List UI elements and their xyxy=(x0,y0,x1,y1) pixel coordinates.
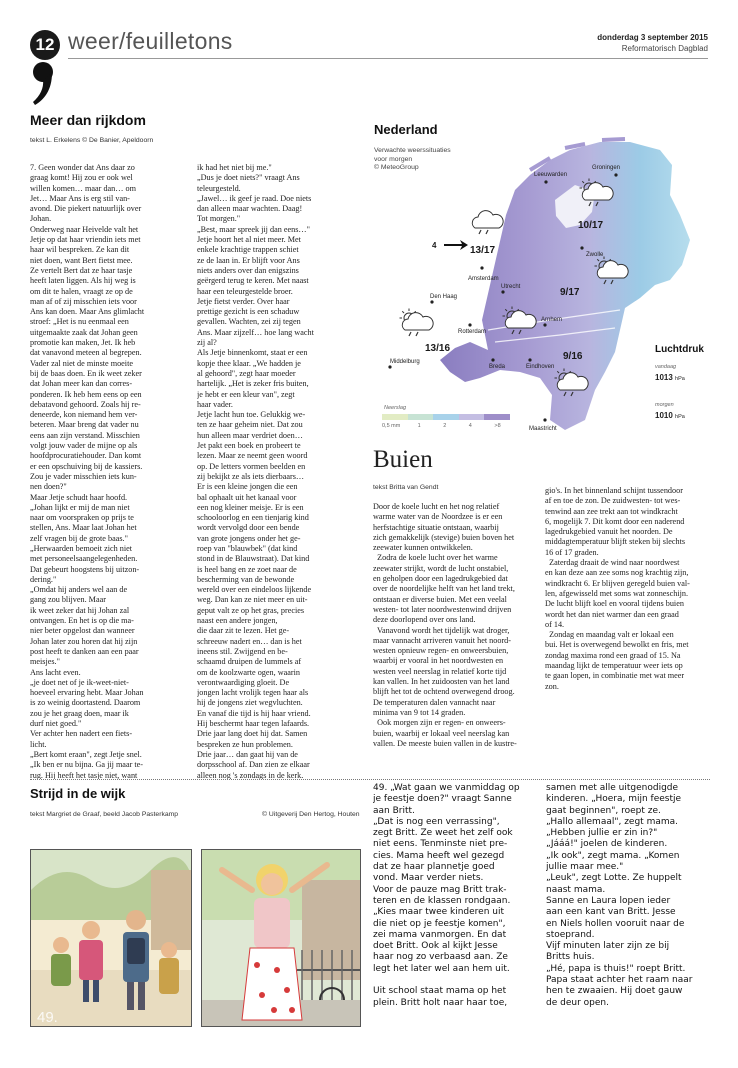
text-line: westen veel neerslag in relatief korte tijd xyxy=(373,666,507,676)
text-line: wereld over een eindeloos lijkende xyxy=(197,585,312,595)
pressure-tomorrow xyxy=(655,411,685,420)
wind-force: 4 xyxy=(432,241,437,250)
text-line: zon. xyxy=(545,681,559,691)
text-line: maar vannacht arriveren vanuit het noord- xyxy=(373,635,511,645)
text-line: Drie jaar… dan gaat hij van de xyxy=(197,749,298,759)
text-line: af en toe de zon. De zuidwesten- tot wes- xyxy=(545,496,681,506)
wind-arrow-icon xyxy=(444,240,468,250)
text-line: is zo weinig doortastend. Daarom xyxy=(30,698,141,708)
text-line: dorpsschool af. Dan zien ze elkaar xyxy=(197,760,310,770)
city-label: Amsterdam xyxy=(468,276,499,282)
text-line: stellen, Ans. Maar laat Johan het xyxy=(30,523,137,533)
text-line: ten ze haar geheim niet. Dat zou xyxy=(197,420,303,430)
buien-title: Buien xyxy=(373,446,433,473)
text-line: Ook morgen zijn er regen- en onweers- xyxy=(373,718,506,728)
text-line: ontvangen. En het is op die ma- xyxy=(30,616,134,626)
text-line: en geholpen door een lagedrukgebied dat xyxy=(373,574,508,584)
text-line: Johan later zou horen dat hij zijn xyxy=(30,636,138,646)
text-line: te gaan lopen, in combinatie met wat meer xyxy=(545,671,685,681)
text-line: om dit te halen, vraagt ze op de xyxy=(30,286,133,296)
city-label: Arnhem xyxy=(541,317,563,323)
text-line: Uit school staat mama op het xyxy=(373,986,507,997)
text-line: „Ik ben er nu bijna. Ga jij maar te- xyxy=(30,760,143,770)
text-line: haar nog zo verbaasd aan. Ze xyxy=(373,952,508,963)
text-line: een nog kleiner meisje. Er is een xyxy=(197,502,304,512)
cloud-rain-icon xyxy=(400,309,434,337)
text-line: gevallen. Wachten, zei zij tegen xyxy=(197,317,301,327)
city-dot xyxy=(543,418,546,421)
text-line: hen te zwaaien. Hij doet gauw xyxy=(546,986,683,997)
text-line: zei mama vanmorgen. En dat xyxy=(373,929,507,940)
text-line: willen komen… maar dan… om xyxy=(30,183,136,193)
text-line: niet eens. Tenminste niet pre- xyxy=(373,839,508,850)
text-line: hoeveel ervaring hebt. Maar Johan xyxy=(30,688,144,698)
text-line: Maar Jetje schudt haar hoofd. xyxy=(30,492,128,502)
text-line: 49. „Wat gaan we vanmiddag op xyxy=(373,783,520,793)
text-line: nier beter opgelost dan wanneer xyxy=(30,626,135,636)
section-divider xyxy=(30,779,710,780)
text-line: „Jawel… ik geef je raad. Doe niets xyxy=(197,193,312,203)
strijd-column-2 xyxy=(546,783,712,1053)
cloud-rain-icon xyxy=(580,179,614,207)
text-line: 6, mogelijk 7. Dit komt door een naderend xyxy=(545,516,685,526)
text-line: ik weet zeker dat hij Johan zal xyxy=(30,605,130,615)
text-line: je hebt er een kleur van", zegt xyxy=(197,389,295,399)
text-line: promotie kan maken, Jet. Ik heb xyxy=(30,338,136,348)
text-line: „Bert komt eraan", zegt Jetje snel. xyxy=(30,749,142,759)
comic-panel-2 xyxy=(201,849,361,1027)
text-line: legt het later wel aan hem uit. xyxy=(373,963,510,974)
section-title: weer/feuilletons xyxy=(68,28,233,54)
text-line: van grote jongens onder het ge- xyxy=(197,533,301,543)
text-line: Er is een kleine jongen die een xyxy=(197,482,298,492)
text-line: weg. Dan kan ze niet meer en uit- xyxy=(197,595,308,605)
legend-label: 0,5 mm xyxy=(382,423,401,429)
text-line: maandag lijkt de temperatuur weer iets op xyxy=(545,661,683,671)
comic-panel-1 xyxy=(30,849,192,1027)
text-line: kan vallen. In het zuidoosten van het land xyxy=(373,677,510,687)
text-line: Zou je vader misschien iets kun- xyxy=(30,471,137,481)
text-line: avond. Die piekert natuurlijk over xyxy=(30,204,142,214)
text-line: volgt jouw vader de mijne op als xyxy=(30,441,138,451)
text-line: lagedrukgebied vanuit het noorden. De xyxy=(545,527,673,537)
city-label: Den Haag xyxy=(430,294,458,300)
page-number: 12 xyxy=(30,30,60,60)
text-line: of 14. xyxy=(545,619,565,629)
text-line: windkracht 6. Er blijven geregeld buien val- xyxy=(545,578,690,588)
text-line: niets anders over dan enigszins xyxy=(197,265,299,275)
text-line: je feestje doen?" vraagt Sanne xyxy=(373,794,512,805)
text-line: Vader zal niet de minste moeite xyxy=(30,358,133,368)
text-line: Tot morgen." xyxy=(197,214,241,224)
text-line: „Johan lijkt er mij de man niet xyxy=(30,502,130,512)
text-line: jongen lacht vrolijk tegen haar als xyxy=(197,688,309,698)
text-line: die daar zit te lezen. Het ge- xyxy=(197,626,290,636)
text-line: „Leuk", zegt Lotte. Ze huppelt xyxy=(546,873,682,884)
temperature-label: 10/17 xyxy=(578,220,604,231)
text-line: haar een teleurgestelde broer. xyxy=(197,286,293,296)
text-line: De lucht blijft koel en vooral tijdens buien xyxy=(545,599,684,609)
comic-illustration-children xyxy=(31,850,192,1027)
text-line: bij de baas doen. En ik weet zeker xyxy=(30,368,142,378)
text-line: verontwaardiging gloeit. De xyxy=(197,677,290,687)
text-line: zeewater strijkt, wordt de lucht onstabiel, xyxy=(373,563,509,573)
buien-byline: tekst Britta van Gendt xyxy=(373,484,439,491)
text-line: gaat beginnen", roept ze. xyxy=(546,805,661,816)
text-line: warme water van de Noordzee is er een xyxy=(373,512,503,522)
legend-swatch xyxy=(433,414,459,420)
text-line: Jetje op dat haar vriendin iets met xyxy=(30,235,141,245)
legend-swatch xyxy=(382,414,408,420)
text-line: Als Jetje binnenkomt, staat er een xyxy=(197,348,308,358)
text-line: zou je het graag doen, maar ik xyxy=(30,708,129,718)
text-line: „Ik ook", zegt mama. „Komen xyxy=(546,850,680,861)
text-line: Ver achter hen nadert een fiets- xyxy=(30,729,133,739)
pressure-today-label: vandaag xyxy=(655,364,677,370)
city-dot xyxy=(614,173,617,176)
text-line: ontstaan er diverse buien. Met een veelal xyxy=(373,594,507,604)
text-line: Hij beschermt haar tegen lafaards. xyxy=(197,719,310,729)
text-line: aan Britt. xyxy=(373,805,415,816)
text-line: cies. Mama heeft wel gezegd xyxy=(373,850,505,861)
text-line: geërgerd terug te keren. Met naast xyxy=(197,276,309,286)
city-dot xyxy=(580,246,583,249)
text-line: nen doen?" xyxy=(30,482,67,492)
text-line: over de noordelijke helft van het land trekt, xyxy=(373,584,515,594)
text-line: niet doen, want Bert fietst mee. xyxy=(30,255,133,265)
legend-swatch xyxy=(459,414,485,420)
text-line: blijft het tot de ochtend overwegend droog. xyxy=(373,687,515,697)
text-line: debatavond gehoord. Zoals hij re- xyxy=(30,399,141,409)
buien-column-2 xyxy=(545,486,711,726)
text-line: Ze vertelt Bert dat ze haar tasje xyxy=(30,265,133,275)
text-line xyxy=(373,975,545,986)
legend-title: Neerslag xyxy=(384,405,407,411)
map-subtitle-line: voor morgen xyxy=(374,155,413,163)
text-line: uitgemaakte zaak dat Johan geen xyxy=(30,327,138,337)
text-line: haar wil bespreken. Ze kan dit xyxy=(30,245,130,255)
text-line: haar vader. xyxy=(197,399,233,409)
legend-label: 4 xyxy=(468,423,472,429)
text-line: Vijf minuten later zijn ze bij xyxy=(546,941,670,952)
legend-label: 1 xyxy=(417,423,421,429)
map-title: Nederland xyxy=(374,122,438,137)
text-line: stoeprand. xyxy=(546,929,595,940)
text-line: Johan. xyxy=(30,214,52,224)
text-line: naast een andere jongen, xyxy=(197,616,278,626)
text-line: 7. Geen wonder dat Ans daar zo xyxy=(30,163,135,172)
text-line: vallen. De meeste buien vallen in de kustre- xyxy=(373,738,517,748)
map-subtitle-line: Verwachte weerssituaties xyxy=(374,147,451,154)
legend-label: 2 xyxy=(443,423,447,429)
text-line: „Herwaarden bemoeit zich niet xyxy=(30,543,133,553)
text-line: zelf vragen bij de grote baas." xyxy=(30,533,128,543)
issue-date: donderdag 3 september 2015 xyxy=(597,33,708,42)
text-line: Dat gebeurt hoogstens bij uitzon- xyxy=(30,564,140,574)
text-line: westen opnieuw regen- en onweersbuien, xyxy=(373,646,509,656)
text-line: aan een kant van Britt. Jesse xyxy=(546,907,676,918)
feuilleton-column-1 xyxy=(30,163,188,779)
text-line: geput valt ze op het gras, precies xyxy=(197,605,305,615)
text-line: Jetje fietst verder. Over haar xyxy=(197,296,290,306)
text-line: len, afgewisseld met soms wat zonneschijn. xyxy=(545,588,689,598)
text-line: Ans kan doen. Maar Ans glimlacht xyxy=(30,307,145,317)
text-line: heeft laten liggen. Als hij weg is xyxy=(30,276,136,286)
pressure-tomorrow-label: morgen xyxy=(655,402,674,408)
text-line: hij de jongens ziet wegvluchten. xyxy=(197,698,303,708)
text-line: dering." xyxy=(30,574,57,584)
text-line: kopje thee klaar. „We hadden je xyxy=(197,358,301,368)
text-line: Vanavond wordt het tijdelijk wat droger, xyxy=(373,625,510,635)
text-line: dat ze haar plannetje goed xyxy=(373,862,495,873)
cloud-rain-icon xyxy=(503,307,537,335)
text-line: stond in de Blauwstraat). Dat kind xyxy=(197,554,310,564)
strijd-column-1 xyxy=(373,783,545,1053)
text-line: tenwind aan zee trekt aan tot windkracht xyxy=(545,506,678,516)
temperature-label: 9/16 xyxy=(563,351,583,362)
city-label: Utrecht xyxy=(501,284,521,290)
map-overlay xyxy=(370,120,710,445)
text-line: met personeelsaangelegenheden. xyxy=(30,554,138,564)
text-line: teren en de klassen rondgaan. xyxy=(373,895,511,906)
text-line: gang zou blijven. Maar xyxy=(30,595,106,605)
text-line: prettige gezicht is een schaduw xyxy=(197,307,300,317)
text-line: jullie maar mee." xyxy=(546,862,624,873)
text-line: al gehoord", zegt haar moeder xyxy=(197,368,296,378)
comic-illustration-girl xyxy=(202,850,361,1027)
city-dot xyxy=(468,323,471,326)
text-line: dat vanavond meteen al begrepen. xyxy=(30,348,142,358)
text-line: teleurgesteld. xyxy=(197,183,241,193)
text-line: Britts huis. xyxy=(546,952,595,963)
city-label: Groningen xyxy=(592,165,621,171)
text-line: samen met alle uitgenodigde xyxy=(546,783,679,793)
text-line: dan alleen maar wachten. Daag! xyxy=(197,204,303,214)
cloud-rain-icon xyxy=(555,369,589,397)
city-label: Rotterdam xyxy=(458,329,487,335)
text-line: deze doorlopend over ons land. xyxy=(373,615,476,625)
city-dot xyxy=(480,266,483,269)
text-line: roep van "blauwbek" (dat kind xyxy=(197,543,298,553)
text-line: Jet pakt een boek en probeert te xyxy=(197,441,301,451)
text-line: kinderen. „Hoera, mijn feestje xyxy=(546,794,682,805)
text-line: alleen nog 's zondags in de kerk. xyxy=(197,770,304,779)
text-line: Zaterdag draait de wind naar noordwest xyxy=(545,558,680,568)
city-dot xyxy=(528,358,531,361)
buien-column-1 xyxy=(373,502,543,752)
text-line: hun alleen maar verdriet doen… xyxy=(197,430,303,440)
text-line: doet Britt. Ook al kijkt Jesse xyxy=(373,941,498,952)
text-line: „je doet net of je ik-weet-niet- xyxy=(30,677,129,687)
text-line: post heeft te danken aan een paar xyxy=(30,646,139,656)
text-line: waarbij er vooral in het noordwesten en xyxy=(373,656,504,666)
text-line: hartelijk. „Het is zeker fris buiten, xyxy=(197,379,309,389)
text-line: stroef: „Het is nu eenmaal een xyxy=(30,317,129,327)
text-line: die niet op je feestje komen", xyxy=(373,918,506,929)
text-line: Ans lacht even. xyxy=(30,667,81,677)
text-line: en Niels hollen vooruit naar de xyxy=(546,918,685,929)
text-line: minima van 9 tot 14 graden. xyxy=(373,707,466,717)
text-line: wordt vervolgd door een bende xyxy=(197,523,300,533)
text-line: buien, waarbij er lokaal veel neerslag kan xyxy=(373,728,510,738)
feuilleton-title: Meer dan rijkdom xyxy=(30,112,146,128)
legend-label: >8 xyxy=(494,423,501,429)
text-line: schooloorlog en een tienjarig kind xyxy=(197,513,309,523)
strijd-publisher: © Uitgeverij Den Hertog, Houten xyxy=(262,811,360,818)
city-dot xyxy=(544,180,547,183)
text-line: lezen. Maar ze neemt geen woord xyxy=(197,451,308,461)
text-line: middagtemperatuur blijft steken bij slechts xyxy=(545,537,686,547)
cloud-rain-icon xyxy=(595,257,629,285)
text-line: Voor de pauze mag Britt trak- xyxy=(373,884,507,895)
strijd-title: Strijd in de wijk xyxy=(30,786,126,801)
text-line: ineens stil. Zwijgend en be- xyxy=(197,646,288,656)
text-line: zondag maxima rond een graad of 15. Na xyxy=(545,650,681,660)
city-label: Leeuwarden xyxy=(534,172,568,178)
text-line: zeewater kunnen ontwikkelen. xyxy=(373,543,473,553)
text-line: om de koolzwarte ogen, waarin xyxy=(197,667,300,677)
city-label: Eindhoven xyxy=(526,364,555,370)
city-dot xyxy=(430,300,433,303)
temperature-label: 13/16 xyxy=(425,343,451,354)
text-line: plein. Britt holt naar haar toe, xyxy=(373,997,508,1008)
text-line: zich gemakkelijk (stevige) buien boven het xyxy=(373,532,515,542)
text-line: „Kies maar twee kinderen uit xyxy=(373,907,505,918)
text-line: En vanaf die tijd is hij haar vriend. xyxy=(197,708,311,718)
legend-swatch xyxy=(484,414,510,420)
text-line: westen- tot later noordwestenwind drijven xyxy=(373,604,512,614)
newspaper-name: Reformatorisch Dagblad xyxy=(621,44,708,53)
text-line: Jetje hoort het al niet meer. Met xyxy=(197,235,301,245)
pressure-today xyxy=(655,373,685,382)
header-divider xyxy=(68,58,708,59)
text-line: is heel bang en ze zoet naar de xyxy=(197,564,297,574)
city-label: Middelburg xyxy=(390,359,420,365)
text-line: licht. xyxy=(30,739,47,749)
weather-map xyxy=(370,120,710,445)
text-line: Zondag en maandag valt er lokaal een xyxy=(545,630,674,640)
text-line: schaamd druipen de lummels af xyxy=(197,657,302,667)
temperature-label: 13/17 xyxy=(470,245,496,256)
map-copyright: © MeteoGroup xyxy=(374,164,419,171)
temperature-label: 9/17 xyxy=(560,287,580,298)
text-line: graag komt! Hij zou er ook wel xyxy=(30,173,133,183)
text-line: „Dus je doet niets?" vraagt Ans xyxy=(197,173,300,183)
city-dot xyxy=(543,323,546,326)
text-line: Door de koele lucht en het nog relatief xyxy=(373,502,500,511)
city-dot xyxy=(501,290,504,293)
pressure-unit: hPa xyxy=(675,376,685,382)
text-line: en kan deze aan zee soms nog krachtig zijn, xyxy=(545,568,689,578)
text-line: zij bekijkt ze als iets dierbaars… xyxy=(197,471,305,481)
text-line: naar om voorspraken op prijs te xyxy=(30,513,134,523)
text-line: dat Johan meer kan dan corres- xyxy=(30,379,133,389)
text-line: Sanne en Laura lopen ieder xyxy=(546,895,671,906)
city-dot xyxy=(388,365,391,368)
pressure-tomorrow-value: 1010 xyxy=(655,411,673,420)
text-line: man af of zij misschien iets voor xyxy=(30,296,137,306)
text-line: Jetje lacht hun toe. Gelukkig we- xyxy=(197,410,306,420)
text-line: deneerde, kon niemand hem ver- xyxy=(30,410,138,420)
city-label: Maastricht xyxy=(529,426,557,432)
city-dot xyxy=(491,358,494,361)
text-line: meisjes." xyxy=(30,657,60,667)
text-line: „Omdat hij anders wel aan de xyxy=(30,585,128,595)
text-line: gio's. In het binnenland schijnt tussendoor xyxy=(545,486,683,495)
text-line: op. De letters vormen beelden en xyxy=(197,461,306,471)
text-line: „Dat is nog een verrassing", xyxy=(373,816,500,827)
text-line: enkele krachtige trappen schiet xyxy=(197,245,299,255)
text-line: Ans. Maar zijzelf… hoe lang wacht xyxy=(197,327,314,337)
text-line: hoofdprocuratiehouder. Dan komt xyxy=(30,451,142,461)
text-line: naast mama. xyxy=(546,884,606,895)
text-line: beteren. Maar breng dat vader nu xyxy=(30,420,139,430)
text-line: schreeuw nadert en… dan is het xyxy=(197,636,302,646)
feuilleton-byline: tekst L. Erkelens © De Banier, Apeldoorn xyxy=(30,137,154,144)
text-line: zegt Britt. Ze weet het zelf ook xyxy=(373,828,513,839)
text-line: eens aan zijn verstand. Misschien xyxy=(30,430,140,440)
text-line: Jet… Maar Ans is erg stil van- xyxy=(30,193,130,203)
text-line: Papa staat achter het raam naar xyxy=(546,975,693,986)
text-line: ze de laan in. Er blijft voor Ans xyxy=(197,255,300,265)
text-line: de deur open. xyxy=(546,997,609,1008)
cloud-rain-icon xyxy=(472,211,503,234)
city-label: Breda xyxy=(489,364,506,370)
text-line: 16 of 17 graden. xyxy=(545,547,599,557)
precipitation-legend xyxy=(382,414,510,420)
text-line: Drie jaar lang doet hij dat. Samen xyxy=(197,729,308,739)
text-line: ponderen. Ik heb hem eens op een xyxy=(30,389,142,399)
city-label: Zwolle xyxy=(586,252,604,258)
strijd-byline: tekst Margriet de Graaf, beeld Jacob Pasterkamp xyxy=(30,811,179,818)
text-line: bal ophaalt uit het kanaal voor xyxy=(197,492,297,502)
text-line: er een opschuiving bij de kassiers. xyxy=(30,461,143,471)
pressure-today-value: 1013 xyxy=(655,373,673,382)
comic-number: 49. xyxy=(37,1009,58,1026)
text-line: „Best, maar spreek jij dan eens…" xyxy=(197,224,310,234)
text-line: durf niet goed." xyxy=(30,719,82,729)
text-line: „Jááá!" joelen de kinderen. xyxy=(546,839,668,850)
legend-swatch xyxy=(408,414,434,420)
comma-logo xyxy=(32,60,54,106)
text-line: rug. Hij heeft het tasje niet, want xyxy=(30,770,138,779)
text-line: „Hé, papa is thuis!" roept Britt. xyxy=(546,963,686,974)
text-line: bescherming van de bewonde xyxy=(197,574,295,584)
text-line: herfstachtige situatie ontstaan, waarbij xyxy=(373,522,499,532)
text-line: „Hallo allemaal", zegt mama. xyxy=(546,816,678,827)
feuilleton-column-2 xyxy=(197,163,357,779)
text-line: bespreken ze hun problemen. xyxy=(197,739,293,749)
text-line: ik had het niet bij me." xyxy=(197,163,272,172)
pressure-title: Luchtdruk xyxy=(655,344,704,355)
text-line: zij al? xyxy=(197,338,217,348)
text-line: Zodra de koele lucht over het warme xyxy=(373,553,498,563)
text-line: „Hebben jullie er zin in?" xyxy=(546,828,658,839)
text-line: wordt het dan niet warmer dan een graad xyxy=(545,609,679,619)
text-line: De temperaturen dalen vannacht naar xyxy=(373,697,496,707)
pressure-unit: hPa xyxy=(675,414,685,420)
text-line: bui. Het is overwegend bewolkt en fris, met xyxy=(545,640,689,650)
text-line: Onderweg naar Heivelde valt het xyxy=(30,224,139,234)
text-line: vond. Maar verder niets. xyxy=(373,873,484,884)
legend-labels xyxy=(382,423,510,431)
